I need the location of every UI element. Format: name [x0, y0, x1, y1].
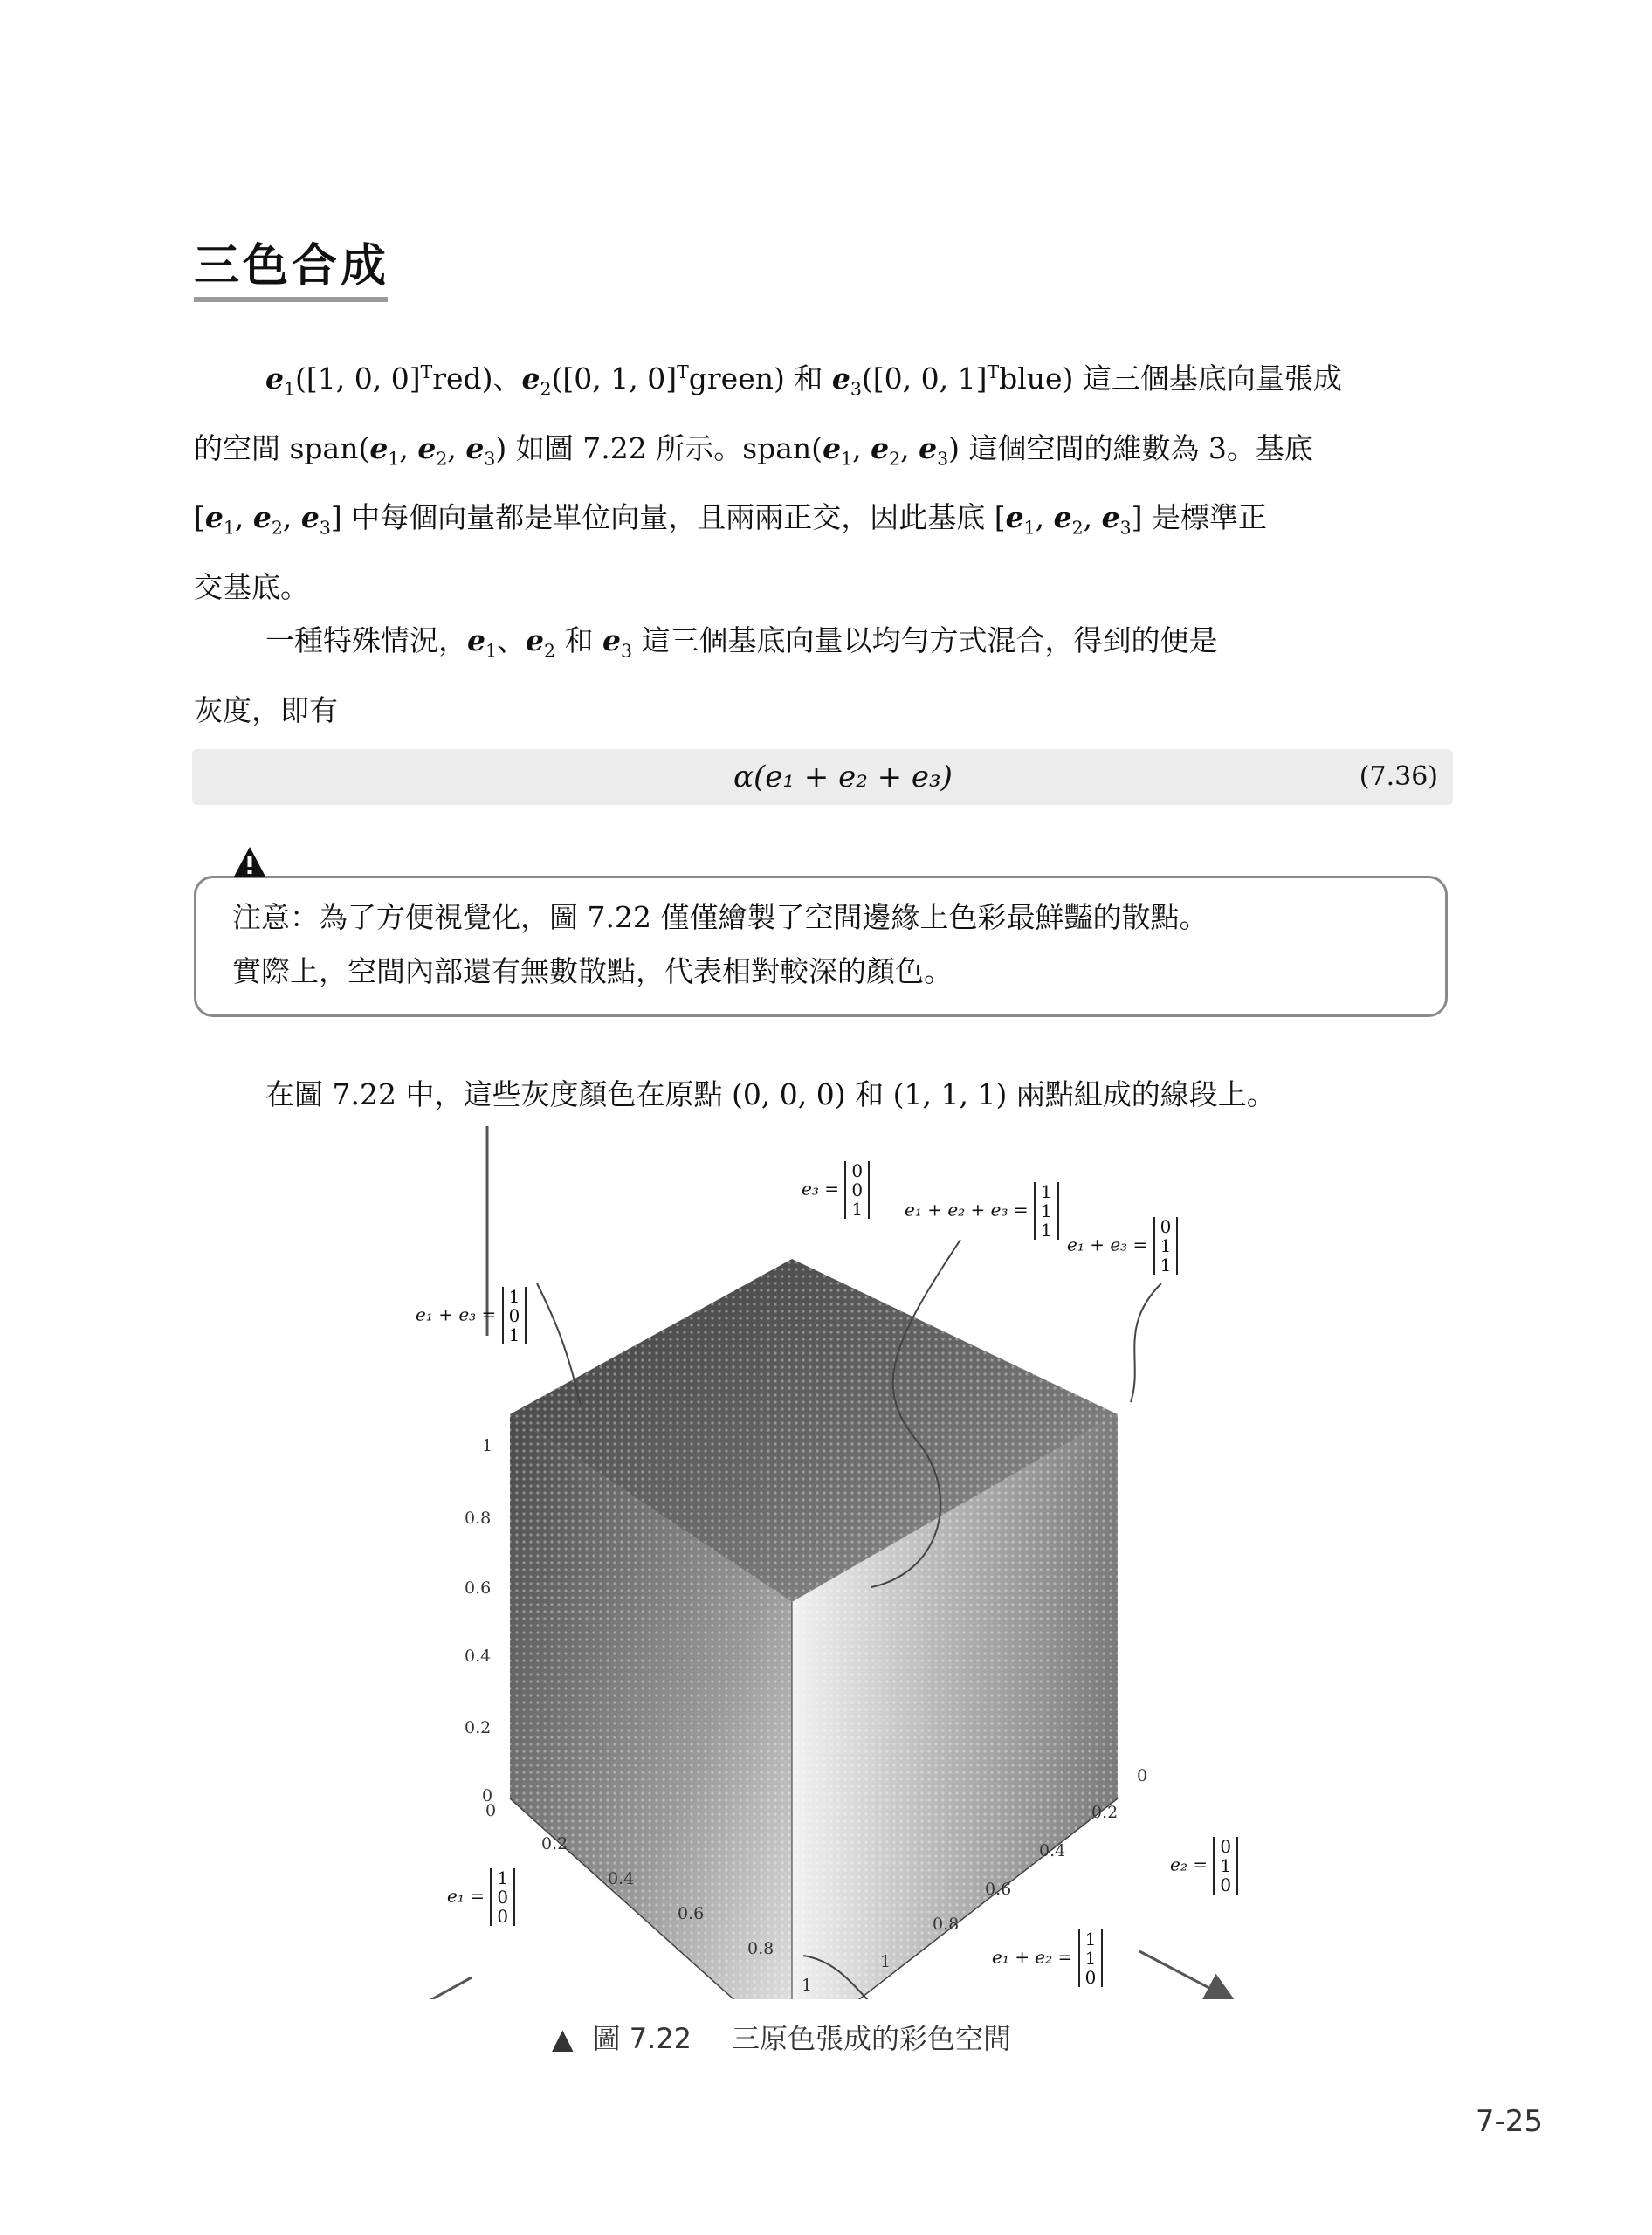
- label-e1e2e3: e₁ + e₂ + e₃ = 1 1 1: [905, 1182, 1059, 1240]
- x-tick: 0.4: [608, 1869, 635, 1888]
- section-title: 三色合成: [194, 240, 390, 292]
- para1-line2: 的空間 $span(e_1$, $e_2$, $e_3$) 如圖 7.22 所示。$span(e_1$, $e_2$, $e_3$) 這個空間的維數為 3。基底: [194, 430, 1313, 470]
- y-tick: 1: [880, 1952, 891, 1971]
- z-tick: 0.8: [465, 1509, 492, 1528]
- y-tick: 0.8: [933, 1915, 960, 1934]
- label-e2: e₂ = 0 1 0: [1170, 1837, 1238, 1895]
- y-tick: 0.4: [1039, 1841, 1066, 1860]
- x-tick: 0.8: [747, 1939, 774, 1958]
- caption-label: 圖 7.22: [592, 2022, 692, 2055]
- label-e1e3: e₁ + e₃ = 1 0 1: [416, 1287, 527, 1344]
- paragraph-basis: [194, 342, 1451, 617]
- page-number: 7-25: [1475, 2104, 1543, 2139]
- figure-caption: [552, 2017, 1011, 2057]
- note-text: [232, 891, 1428, 999]
- z-tick: 0: [482, 1786, 493, 1805]
- z-tick: 0.4: [465, 1647, 492, 1666]
- label-e1e2: e₁ + e₂ = 1 1 0: [992, 1929, 1103, 1987]
- y-tick: 0.2: [1091, 1803, 1119, 1822]
- vec-e3-2: 1: [851, 1199, 864, 1220]
- y-axis-arrow: [1139, 1951, 1222, 1995]
- caption-text: 三原色張成的彩色空間: [732, 2022, 1012, 2055]
- title-underline: [194, 297, 388, 302]
- x-tick: 1: [802, 1976, 813, 1995]
- label-e1: e₁ = 1 0 0: [447, 1868, 515, 1926]
- lead-sentence: 在圖 7.22 中，這些灰度顏色在原點 (0, 0, 0) 和 (1, 1, 1) 兩點組成的線段上。: [265, 1077, 1276, 1111]
- note-line1: 注意：為了方便視覺化，圖 7.22 僅僅繪製了空間邊緣上色彩最鮮豔的散點。: [232, 900, 1208, 934]
- x-tick: 0: [485, 1801, 497, 1820]
- note-line2: 實際上，空間內部還有無數散點，代表相對較深的顏色。: [232, 954, 953, 988]
- z-tick: 0.2: [465, 1718, 492, 1737]
- para2-line2: 灰度，即有: [194, 692, 338, 727]
- para1-line4: 交基底。: [194, 569, 309, 604]
- x-tick: 0.6: [678, 1904, 705, 1923]
- y-tick: 0.6: [985, 1880, 1012, 1899]
- x-axis-arrow: [367, 1977, 472, 1999]
- warning-icon: [232, 845, 267, 882]
- para1-line1: $e_1([1$, 0, 0]$^T$red)、$e_2([0$, 1, 0]$^T$green) 和 $e_3([0$, 0, 1]$^T$blue) 這三個基底向量張成: [265, 361, 1342, 400]
- para1-line3: [$e_1$, $e_2$, $e_3$] 中每個向量都是單位向量，且兩兩正交，因此基底 [$e_1$, $e_2$, $e_3$] 是標準正: [194, 500, 1268, 539]
- equation-number: (7.36): [1359, 761, 1438, 792]
- para2-line1: 一種特殊情況，$e_1$、$e_2$ 和 $e_3$ 這三個基底向量以均勻方式混合，得到的便是: [265, 623, 1218, 662]
- z-axis-ticks: [465, 1436, 492, 1805]
- label-e3: e₃ = 0 0 1: [802, 1161, 870, 1219]
- vec-e3-0: 0: [851, 1160, 864, 1181]
- caption-triangle-icon: ▲: [552, 2022, 574, 2055]
- equation-expression: α(e₁ + e₂ + e₃): [733, 760, 953, 794]
- y-tick: 0: [1137, 1766, 1148, 1785]
- vec-e3-1: 0: [851, 1179, 864, 1200]
- paragraph-gray: [194, 611, 1451, 740]
- x-tick: 0.2: [541, 1834, 568, 1853]
- z-tick: 1: [482, 1436, 493, 1455]
- z-tick: 0.6: [465, 1578, 492, 1598]
- label-e2e3: e₁ + e₃ = 0 1 1: [1067, 1217, 1178, 1275]
